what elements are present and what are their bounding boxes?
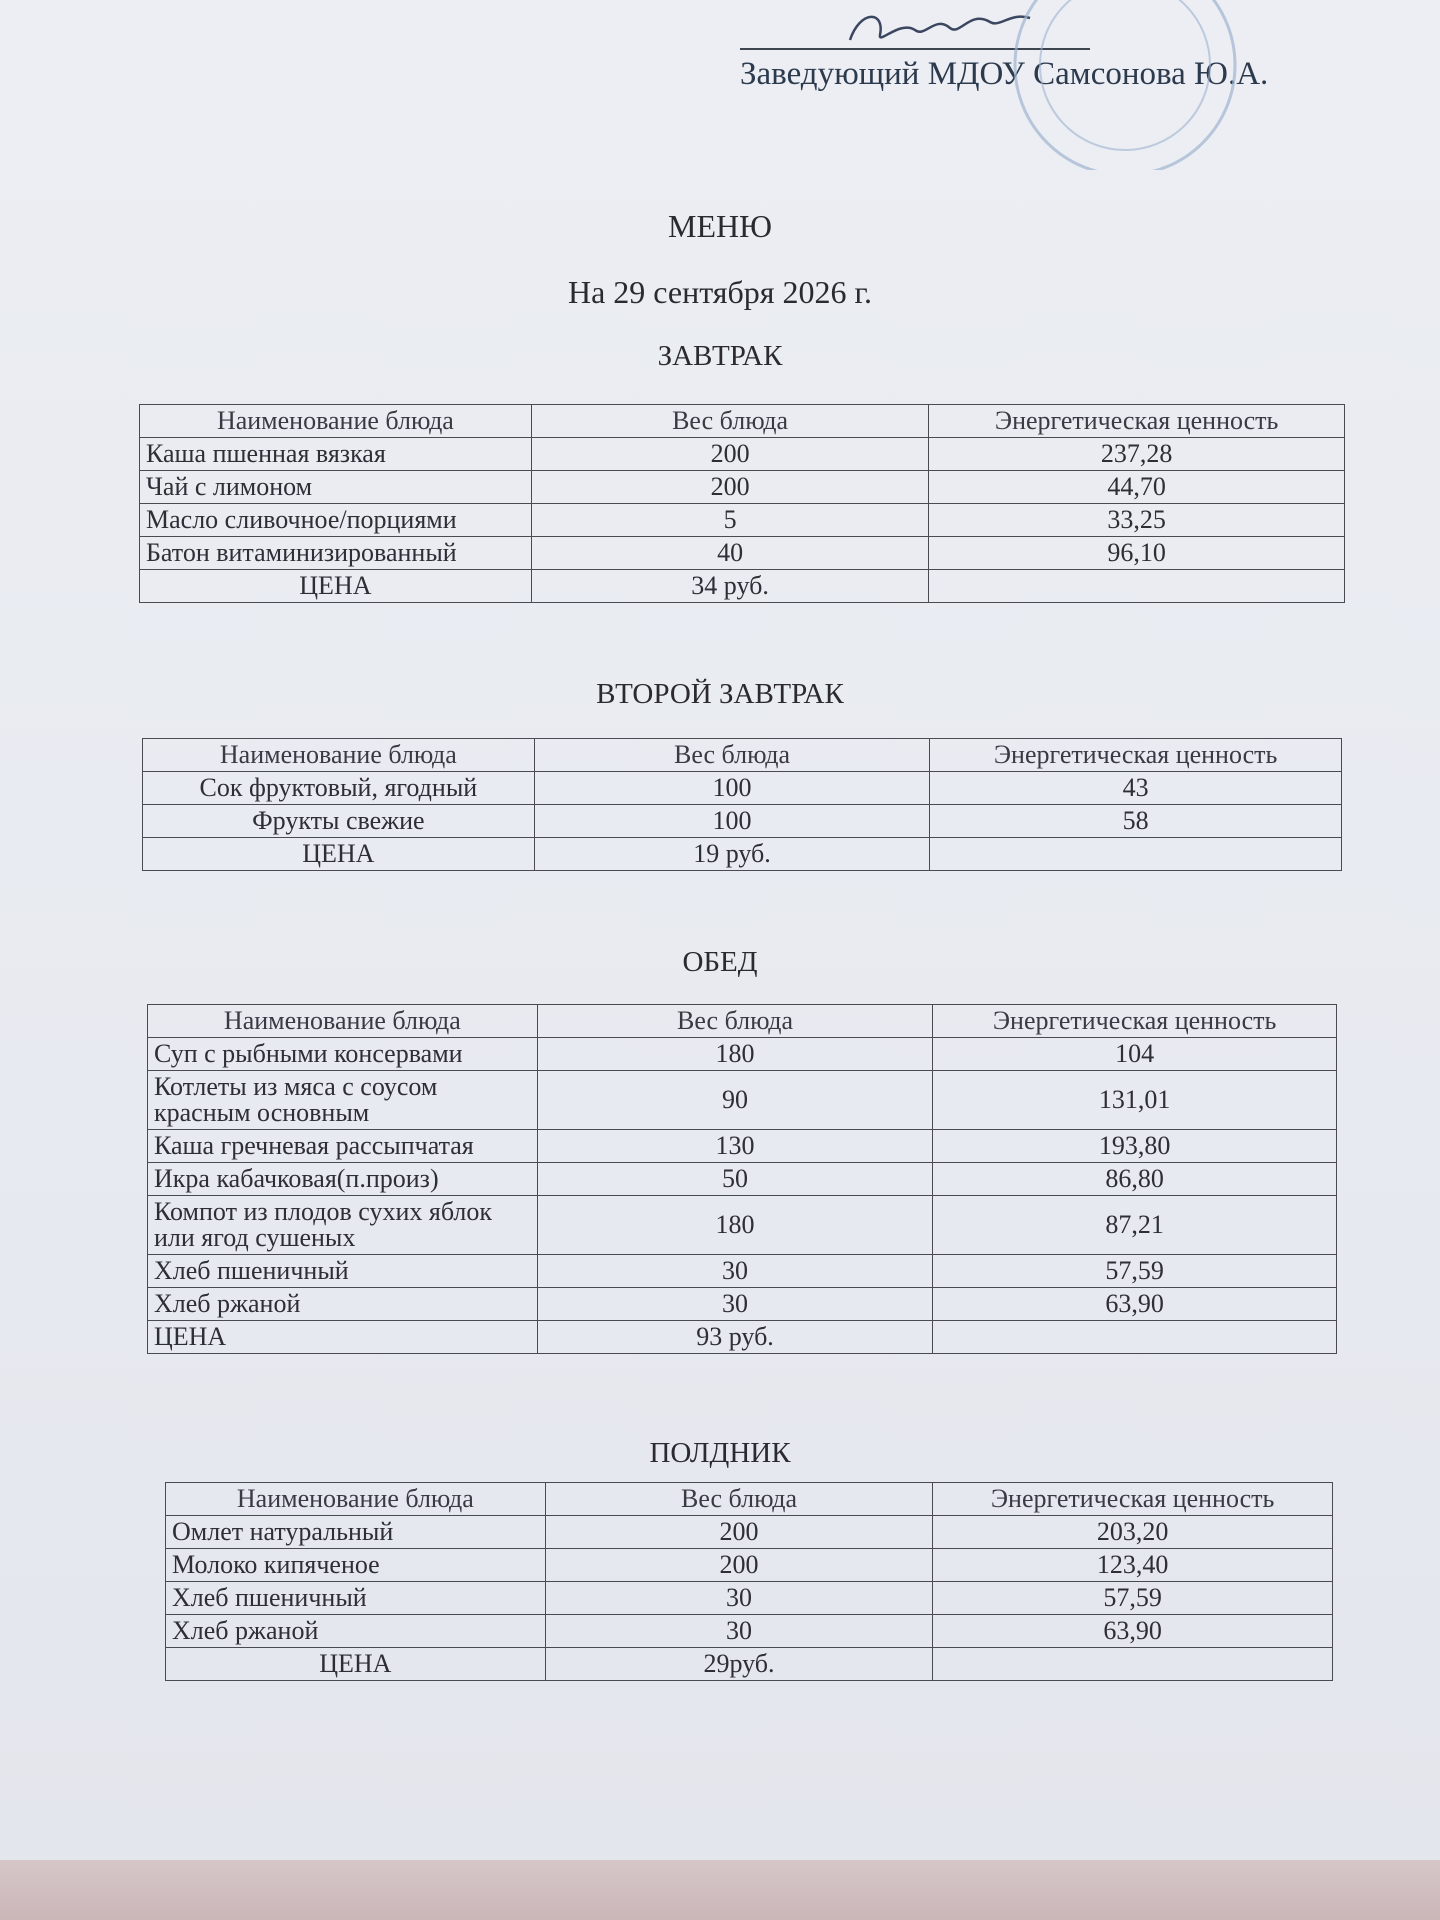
dish-weight: 180 [537, 1196, 933, 1255]
price-row [140, 570, 1345, 603]
dish-energy: 203,20 [933, 1516, 1333, 1549]
price-label: ЦЕНА [148, 1321, 538, 1354]
dish-name: Каша гречневая рассыпчатая [148, 1130, 538, 1163]
lunch-table [147, 1004, 1337, 1354]
snack-table [165, 1482, 1333, 1681]
price-value: 29руб. [545, 1648, 933, 1681]
section-title-breakfast: ЗАВТРАК [657, 340, 783, 372]
dish-weight: 30 [545, 1615, 933, 1648]
section-title-lunch: ОБЕД [682, 946, 758, 978]
column-header-dish: Наименование блюда [166, 1483, 546, 1516]
column-header-dish: Наименование блюда [143, 739, 535, 772]
dish-energy: 57,59 [933, 1582, 1333, 1615]
dish-name: Чай с лимоном [140, 471, 532, 504]
table-row [148, 1130, 1337, 1163]
dish-energy: 33,25 [929, 504, 1345, 537]
dish-weight: 100 [534, 805, 930, 838]
price-value: 34 руб. [531, 570, 929, 603]
dish-weight: 200 [545, 1516, 933, 1549]
dish-weight: 30 [537, 1255, 933, 1288]
empty-cell [929, 570, 1345, 603]
dish-weight: 200 [545, 1549, 933, 1582]
column-header-weight: Вес блюда [534, 739, 930, 772]
empty-cell [930, 838, 1342, 871]
dish-weight: 5 [531, 504, 929, 537]
table-row [143, 772, 1342, 805]
table-row [148, 1196, 1337, 1255]
dish-energy: 63,90 [933, 1288, 1337, 1321]
table-header-row [166, 1483, 1333, 1516]
dish-energy: 58 [930, 805, 1342, 838]
price-row [148, 1321, 1337, 1354]
dish-name: Масло сливочное/порциями [140, 504, 532, 537]
dish-name: Котлеты из мяса с соусом красным основным [148, 1071, 538, 1130]
dish-weight: 130 [537, 1130, 933, 1163]
column-header-weight: Вес блюда [537, 1005, 933, 1038]
dish-weight: 30 [537, 1288, 933, 1321]
table-row [140, 438, 1345, 471]
breakfast-table [139, 404, 1345, 603]
section-title-second-breakfast: ВТОРОЙ ЗАВТРАК [596, 678, 844, 710]
dish-weight: 30 [545, 1582, 933, 1615]
table-row [140, 504, 1345, 537]
table-row [148, 1288, 1337, 1321]
table-row [148, 1255, 1337, 1288]
table-row [148, 1163, 1337, 1196]
column-header-dish: Наименование блюда [140, 405, 532, 438]
table-row [166, 1582, 1333, 1615]
column-header-dish: Наименование блюда [148, 1005, 538, 1038]
dish-energy: 86,80 [933, 1163, 1337, 1196]
dish-energy: 44,70 [929, 471, 1345, 504]
column-header-weight: Вес блюда [531, 405, 929, 438]
table-row [143, 805, 1342, 838]
document-date: На 29 сентября 2026 г. [567, 274, 873, 310]
dish-weight: 180 [537, 1038, 933, 1071]
document-title: МЕНЮ [668, 208, 772, 244]
dish-energy: 96,10 [929, 537, 1345, 570]
column-header-energy: Энергетическая ценность [933, 1483, 1333, 1516]
dish-name: Икра кабачковая(п.произ) [148, 1163, 538, 1196]
column-header-weight: Вес блюда [545, 1483, 933, 1516]
price-label: ЦЕНА [140, 570, 532, 603]
table-row [148, 1071, 1337, 1130]
stamp-seal [1000, 0, 1250, 170]
table-row [140, 537, 1345, 570]
dish-energy: 87,21 [933, 1196, 1337, 1255]
dish-name: Суп с рыбными консервами [148, 1038, 538, 1071]
dish-name: Фрукты свежие [143, 805, 535, 838]
dish-name: Хлеб пшеничный [148, 1255, 538, 1288]
dish-name: Компот из плодов сухих яблок или ягод сушеных [148, 1196, 538, 1255]
dish-name: Омлет натуральный [166, 1516, 546, 1549]
empty-cell [933, 1321, 1337, 1354]
price-row [143, 838, 1342, 871]
section-title-snack: ПОЛДНИК [649, 1437, 791, 1469]
dish-name: Каша пшенная вязкая [140, 438, 532, 471]
dish-weight: 100 [534, 772, 930, 805]
price-row [166, 1648, 1333, 1681]
dish-energy: 57,59 [933, 1255, 1337, 1288]
dish-name: Батон витаминизированный [140, 537, 532, 570]
table-row [166, 1549, 1333, 1582]
dish-name: Хлеб пшеничный [166, 1582, 546, 1615]
signer-text: Заведующий МДОУ Самсонова Ю.А. [740, 56, 1269, 92]
second-breakfast-table [142, 738, 1342, 871]
dish-weight: 90 [537, 1071, 933, 1130]
dish-name: Хлеб ржаной [166, 1615, 546, 1648]
dish-energy: 131,01 [933, 1071, 1337, 1130]
dish-weight: 200 [531, 438, 929, 471]
table-row [140, 471, 1345, 504]
dish-energy: 63,90 [933, 1615, 1333, 1648]
dish-energy: 123,40 [933, 1549, 1333, 1582]
column-header-energy: Энергетическая ценность [933, 1005, 1337, 1038]
column-header-energy: Энергетическая ценность [930, 739, 1342, 772]
table-header-row [143, 739, 1342, 772]
column-header-energy: Энергетическая ценность [929, 405, 1345, 438]
dish-energy: 43 [930, 772, 1342, 805]
price-value: 93 руб. [537, 1321, 933, 1354]
empty-cell [933, 1648, 1333, 1681]
table-header-row [148, 1005, 1337, 1038]
table-row [166, 1516, 1333, 1549]
table-header-row [140, 405, 1345, 438]
dish-weight: 200 [531, 471, 929, 504]
background-surface [0, 1860, 1440, 1920]
dish-weight: 40 [531, 537, 929, 570]
price-label: ЦЕНА [166, 1648, 546, 1681]
dish-name: Хлеб ржаной [148, 1288, 538, 1321]
price-label: ЦЕНА [143, 838, 535, 871]
dish-weight: 50 [537, 1163, 933, 1196]
table-row [166, 1615, 1333, 1648]
dish-energy: 193,80 [933, 1130, 1337, 1163]
table-row [148, 1038, 1337, 1071]
dish-energy: 237,28 [929, 438, 1345, 471]
dish-name: Молоко кипяченое [166, 1549, 546, 1582]
dish-energy: 104 [933, 1038, 1337, 1071]
price-value: 19 руб. [534, 838, 930, 871]
dish-name: Сок фруктовый, ягодный [143, 772, 535, 805]
